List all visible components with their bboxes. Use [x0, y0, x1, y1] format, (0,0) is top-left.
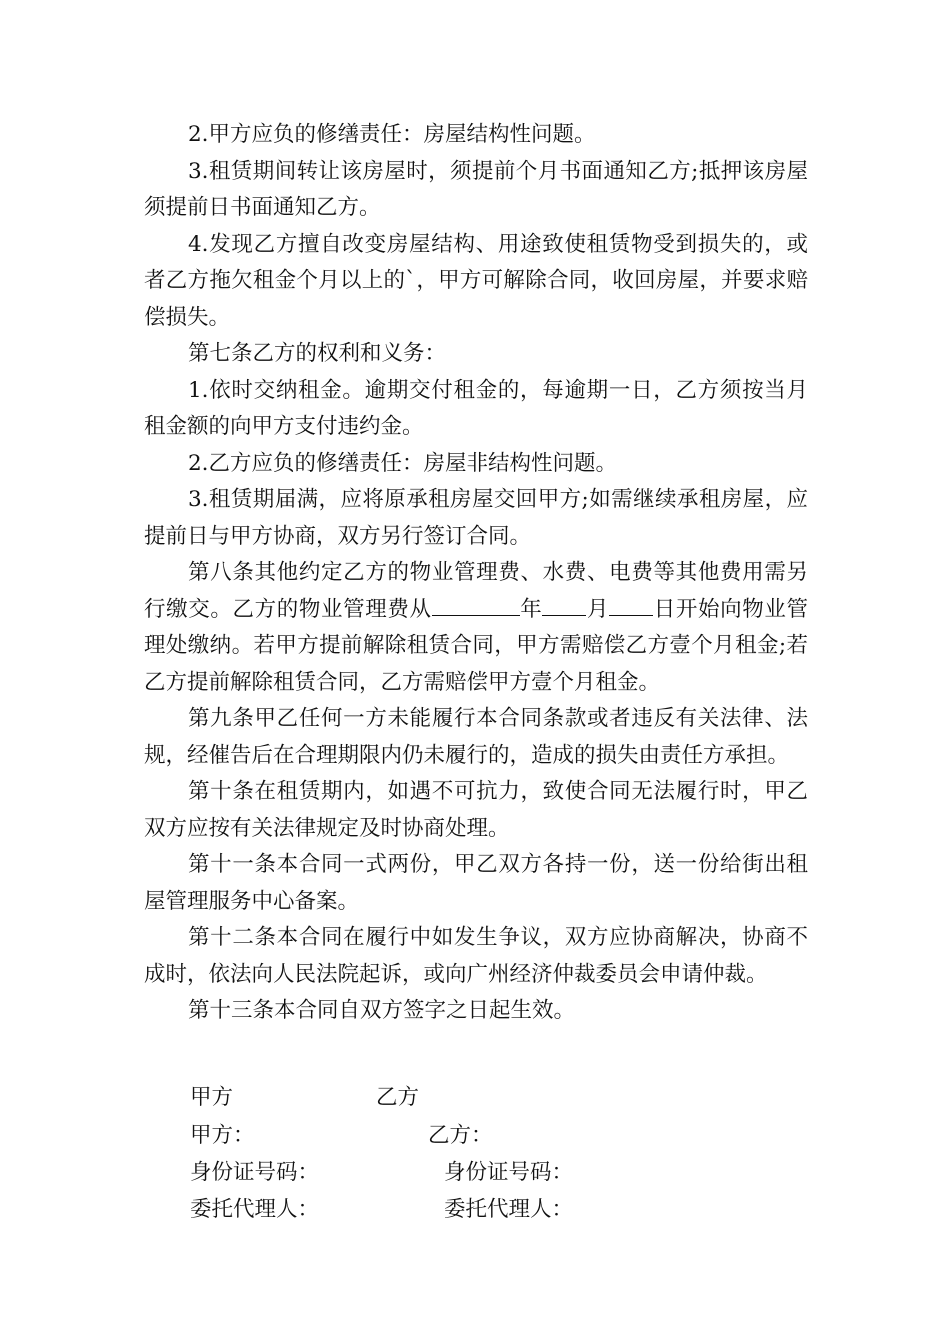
signature-row-agent	[190, 1192, 574, 1229]
signature-row-names	[190, 1118, 493, 1155]
paragraph-transfer-notice: 3.租赁期间转让该房屋时，须提前个月书面通知乙方;抵押该房屋须提前日书面通知乙方。	[144, 158, 808, 220]
signature-row-id	[190, 1155, 574, 1192]
paragraph-article-11: 第十一条本合同一式两份，甲乙双方各持一份，送一份给街出租屋管理服务中心备案。	[144, 852, 808, 914]
paragraph-tenant-repair: 2.乙方应负的修缮责任：房屋非结构性问题。	[188, 450, 618, 476]
party-b-label: 乙方	[376, 1085, 420, 1110]
signature-row-parties	[190, 1080, 420, 1117]
party-a-sign-label: 甲方：	[190, 1123, 255, 1148]
paragraph-article-9: 第九条甲乙任何一方未能履行本合同条款或者违反有关法律、法规，经催告后在合理期限内仍未履行的，造成的损失由责任方承担。	[144, 706, 808, 768]
paragraph-rent-payment: 1.依时交纳租金。逾期交付租金的，每逾期一日，乙方须按当月租金额的向甲方支付违约金。	[144, 377, 808, 439]
party-b-id-label: 身份证号码：	[444, 1160, 574, 1185]
contract-body	[144, 117, 808, 1030]
paragraph-lease-expiry: 3.租赁期届满，应将原承租房屋交回甲方;如需继续承租房屋，应提前日与甲方协商，双方另行签订合同。	[144, 487, 808, 549]
paragraph-article-8	[144, 555, 808, 701]
month-blank	[542, 592, 586, 616]
year-label: 年	[519, 596, 543, 622]
party-b-agent-label: 委托代理人：	[444, 1197, 574, 1222]
paragraph-termination-rights: 4.发现乙方擅自改变房屋结构、用途致使租赁物受到损失的，或者乙方拖欠租金个月以上的`，甲方可解除合同，收回房屋，并要求赔偿损失。	[144, 231, 808, 330]
paragraph-landlord-repair: 2.甲方应负的修缮责任：房屋结构性问题。	[188, 122, 596, 147]
party-b-sign-label: 乙方：	[428, 1123, 493, 1148]
party-a-agent-label: 委托代理人：	[190, 1197, 320, 1222]
heading-article-7: 第七条乙方的权利和义务：	[188, 341, 447, 366]
party-a-id-label: 身份证号码：	[190, 1160, 320, 1185]
day-blank	[609, 592, 653, 616]
article-8-text-start: 第八条其他约定乙方的物业管理费、水费、电费等其他费用需另行缴交。乙方的物业管理费从	[144, 560, 808, 622]
paragraph-article-13: 第十三条本合同自双方签字之日起生效。	[188, 998, 576, 1023]
party-a-label: 甲方	[190, 1085, 234, 1110]
paragraph-article-10: 第十条在租赁期内，如遇不可抗力，致使合同无法履行时，甲乙双方应按有关法律规定及时协商处理。	[144, 779, 808, 841]
article-8-text-end: 日开始向物业管理处缴纳。若甲方提前解除租赁合同，甲方需赔偿乙方壹个月租金;若乙方提前解除租赁合同，乙方需赔偿甲方壹个月租金。	[144, 596, 808, 695]
paragraph-article-12: 第十二条本合同在履行中如发生争议，双方应协商解决，协商不成时，依法向人民法院起诉，或向广州经济仲裁委员会申请仲裁。	[144, 925, 808, 987]
month-label: 月	[586, 596, 610, 622]
year-blank	[432, 592, 520, 616]
